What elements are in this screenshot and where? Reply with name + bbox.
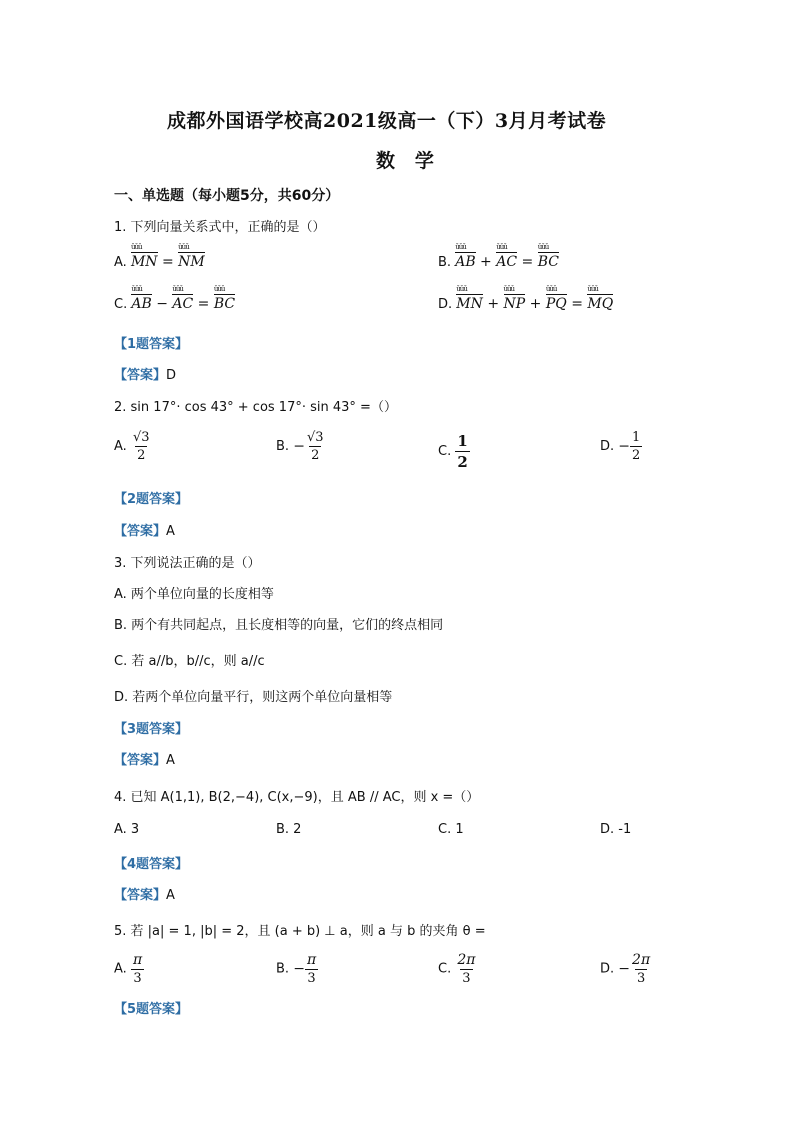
q5-option-c: C. $\frac{2\pi}{3}$ [438,952,476,986]
q2-option-c: C. $\frac{1}{2}$ [438,432,468,471]
q5-option-d: D. − $\frac{2\pi}{3}$ [600,952,651,986]
q1-option-a [114,254,205,270]
question-4: 4. 已知 A(1,1), B(2,−4), C(x,−9)，且 AB // AC，则 x =（） [114,790,480,805]
q5-option-b: B. − $\frac{\pi}{3}$ [276,952,317,986]
q1-option-c-expr: AB ǔǔǔ − AC ǔǔǔ = BC ǔǔǔ [131,297,235,312]
q1-option-d-expr: MN ǔǔǔ + NP ǔǔǔ + PQ ǔǔǔ = MQ ǔǔǔ [456,297,613,312]
q3-option-d: D. 若两个单位向量平行，则这两个单位向量相等 [114,690,393,705]
q3-answer-heading: 【3题答案】 [114,722,189,737]
q4-answer: 【答案】A [114,888,175,903]
q2-option-a: A. $\frac{√3}{2}$ [114,430,150,463]
q1-option-b-expr: AB ǔǔǔ + AC ǔǔǔ = BC ǔǔǔ [455,255,559,270]
q1-answer: 【答案】D [114,368,177,383]
q1-option-d [438,296,613,312]
q1-option-a-label: A. [114,255,127,270]
q1-option-c-label: C. [114,297,128,312]
q1-option-a-expr: MN ǔǔǔ = NM ǔǔǔ [131,255,205,270]
q2-option-b: B. − $\frac{√3}{2}$ [276,430,324,463]
q1-option-b [438,254,559,270]
q2-option-d: D. − $\frac{1}{2}$ [600,430,641,463]
page-title: 成都外国语学校高2021级高一（下）3月月考试卷 [167,110,607,132]
q1-option-c [114,296,235,312]
q3-option-c: C. 若 a//b，b//c，则 a//c [114,654,265,669]
q4-option-a: A. 3 [114,822,140,837]
q1-option-b-label: B. [438,255,452,270]
q4-answer-heading: 【4题答案】 [114,857,189,872]
subject-title: 数 学 [376,150,434,172]
question-5: 5. 若 |a| = 1, |b| = 2，且 (a + b) ⊥ a，则 a 与 b 的夹角 θ = [114,924,486,939]
question-2: 2. sin 17°· cos 43° + cos 17°· sin 43° =（） [114,400,397,415]
q3-answer: 【答案】A [114,753,175,768]
q4-option-d: D. -1 [600,822,632,837]
q1-answer-heading: 【1题答案】 [114,337,189,352]
q5-answer-heading: 【5题答案】 [114,1002,189,1017]
q2-answer-heading: 【2题答案】 [114,492,189,507]
section-heading: 一、单选题（每小题5分，共60分） [114,188,340,204]
q3-option-b: B. 两个有共同起点，且长度相等的向量，它们的终点相同 [114,618,444,633]
question-1: 1. 下列向量关系式中，正确的是（） [114,220,326,235]
q3-option-a: A. 两个单位向量的长度相等 [114,587,274,602]
q1-option-d-label: D. [438,297,453,312]
q4-option-b: B. 2 [276,822,302,837]
q4-option-c: C. 1 [438,822,464,837]
q5-option-a: A. $\frac{\pi}{3}$ [114,952,143,986]
question-3: 3. 下列说法正确的是（） [114,556,261,571]
q2-answer: 【答案】A [114,524,175,539]
